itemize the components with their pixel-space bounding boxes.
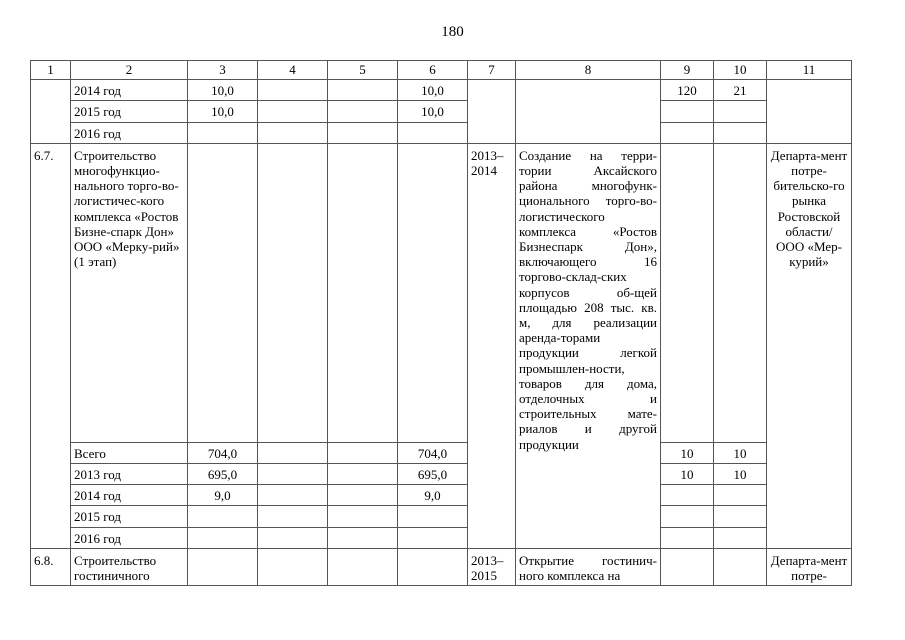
col6-value (398, 122, 468, 143)
col6-value: 10,0 (398, 80, 468, 101)
col4-value (258, 143, 328, 442)
col3-value (188, 143, 258, 442)
col3-value (188, 527, 258, 548)
table-row (31, 506, 852, 527)
col3-value (188, 506, 258, 527)
header-row (31, 61, 852, 80)
col3-value (188, 122, 258, 143)
table-row (31, 442, 852, 463)
col10-value (714, 506, 767, 527)
col5-value (328, 143, 398, 442)
col6-value (398, 506, 468, 527)
result-cell (516, 80, 661, 144)
year-label: 2016 год (71, 122, 188, 143)
col5-value (328, 506, 398, 527)
year-label: 2014 год (71, 80, 188, 101)
col4-value (258, 442, 328, 463)
col9-value: 120 (661, 80, 714, 101)
col5-value (328, 527, 398, 548)
header-cell: 6 (398, 61, 468, 80)
col4-value (258, 464, 328, 485)
col10-value (714, 485, 767, 506)
item-period: 2013– 2015 (468, 548, 516, 585)
page-number: 180 (441, 24, 464, 40)
item-number-cell (31, 80, 71, 144)
col9-value: 10 (661, 464, 714, 485)
col6-value: 10,0 (398, 101, 468, 122)
col3-value: 10,0 (188, 101, 258, 122)
item-number: 6.7. (31, 143, 71, 548)
col3-value: 10,0 (188, 80, 258, 101)
col5-value (328, 122, 398, 143)
col9-value (661, 506, 714, 527)
col6-value (398, 527, 468, 548)
item-number: 6.8. (31, 548, 71, 585)
col6-value: 704,0 (398, 442, 468, 463)
header-cell: 3 (188, 61, 258, 80)
item-result: Создание на терри-тории Аксайского района многофунк-ционального торго-во-логистического комплекса «Ростов Бизнеспарк Дон», включающего 16 торгово-склад-ских корпусов об-щей площадью 208 тыс. кв. м, для реализации аренда-торами продукции легкой промышлен-ности, товаров для дома, отделочных и строительных мате-риалов и другой продукции (516, 143, 661, 548)
col3-value: 695,0 (188, 464, 258, 485)
col10-value (714, 101, 767, 122)
executor-cell (767, 80, 852, 144)
item-period: 2013– 2014 (468, 143, 516, 548)
year-label: 2013 год (71, 464, 188, 485)
table-row-item-6-7 (31, 143, 852, 442)
item-result: Открытие гостинич-ного комплекса на (516, 548, 661, 585)
col4-value (258, 122, 328, 143)
item-executor: Департа-мент потре-бительско-го рынка Ростовской области/ ООО «Мер-курий» (767, 143, 852, 548)
col9-value (661, 122, 714, 143)
year-label: 2015 год (71, 506, 188, 527)
item-executor: Департа-мент потре- (767, 548, 852, 585)
header-cell: 7 (468, 61, 516, 80)
header-cell: 4 (258, 61, 328, 80)
table-row (31, 485, 852, 506)
col3-value (188, 548, 258, 585)
col9-value (661, 485, 714, 506)
header-cell: 9 (661, 61, 714, 80)
col5-value (328, 101, 398, 122)
year-label: Всего (71, 442, 188, 463)
header-cell: 5 (328, 61, 398, 80)
table-row (31, 464, 852, 485)
program-table (30, 60, 852, 586)
col4-value (258, 485, 328, 506)
col4-value (258, 80, 328, 101)
year-label: 2014 год (71, 485, 188, 506)
table-row (31, 101, 852, 122)
col10-value (714, 143, 767, 442)
col9-value (661, 101, 714, 122)
year-label: 2016 год (71, 527, 188, 548)
col6-value: 695,0 (398, 464, 468, 485)
col10-value (714, 122, 767, 143)
col9-value (661, 143, 714, 442)
col4-value (258, 548, 328, 585)
col6-value (398, 143, 468, 442)
col6-value: 9,0 (398, 485, 468, 506)
col6-value (398, 548, 468, 585)
col4-value (258, 527, 328, 548)
col10-value (714, 548, 767, 585)
col10-value: 10 (714, 442, 767, 463)
col5-value (328, 442, 398, 463)
col3-value: 704,0 (188, 442, 258, 463)
year-label: 2015 год (71, 101, 188, 122)
period-cell (468, 80, 516, 144)
col10-value (714, 527, 767, 548)
col3-value: 9,0 (188, 485, 258, 506)
col4-value (258, 101, 328, 122)
table-row (31, 527, 852, 548)
col5-value (328, 548, 398, 585)
col4-value (258, 506, 328, 527)
col9-value: 10 (661, 442, 714, 463)
col9-value (661, 548, 714, 585)
header-cell: 10 (714, 61, 767, 80)
col10-value: 10 (714, 464, 767, 485)
header-cell: 2 (71, 61, 188, 80)
header-cell: 8 (516, 61, 661, 80)
item-name: Строительство многофункцио-нального торго-во-логистичес-кого комплекса «Ростов Бизне-спарк Дон» ООО «Мерку-рий» (1 этап) (71, 143, 188, 442)
item-name: Строительство гостиничного (71, 548, 188, 585)
table-row (31, 122, 852, 143)
col9-value (661, 527, 714, 548)
header-cell: 1 (31, 61, 71, 80)
table-row (31, 80, 852, 101)
col10-value: 21 (714, 80, 767, 101)
col5-value (328, 485, 398, 506)
col5-value (328, 80, 398, 101)
header-cell: 11 (767, 61, 852, 80)
table-row-item-6-8 (31, 548, 852, 585)
col5-value (328, 464, 398, 485)
